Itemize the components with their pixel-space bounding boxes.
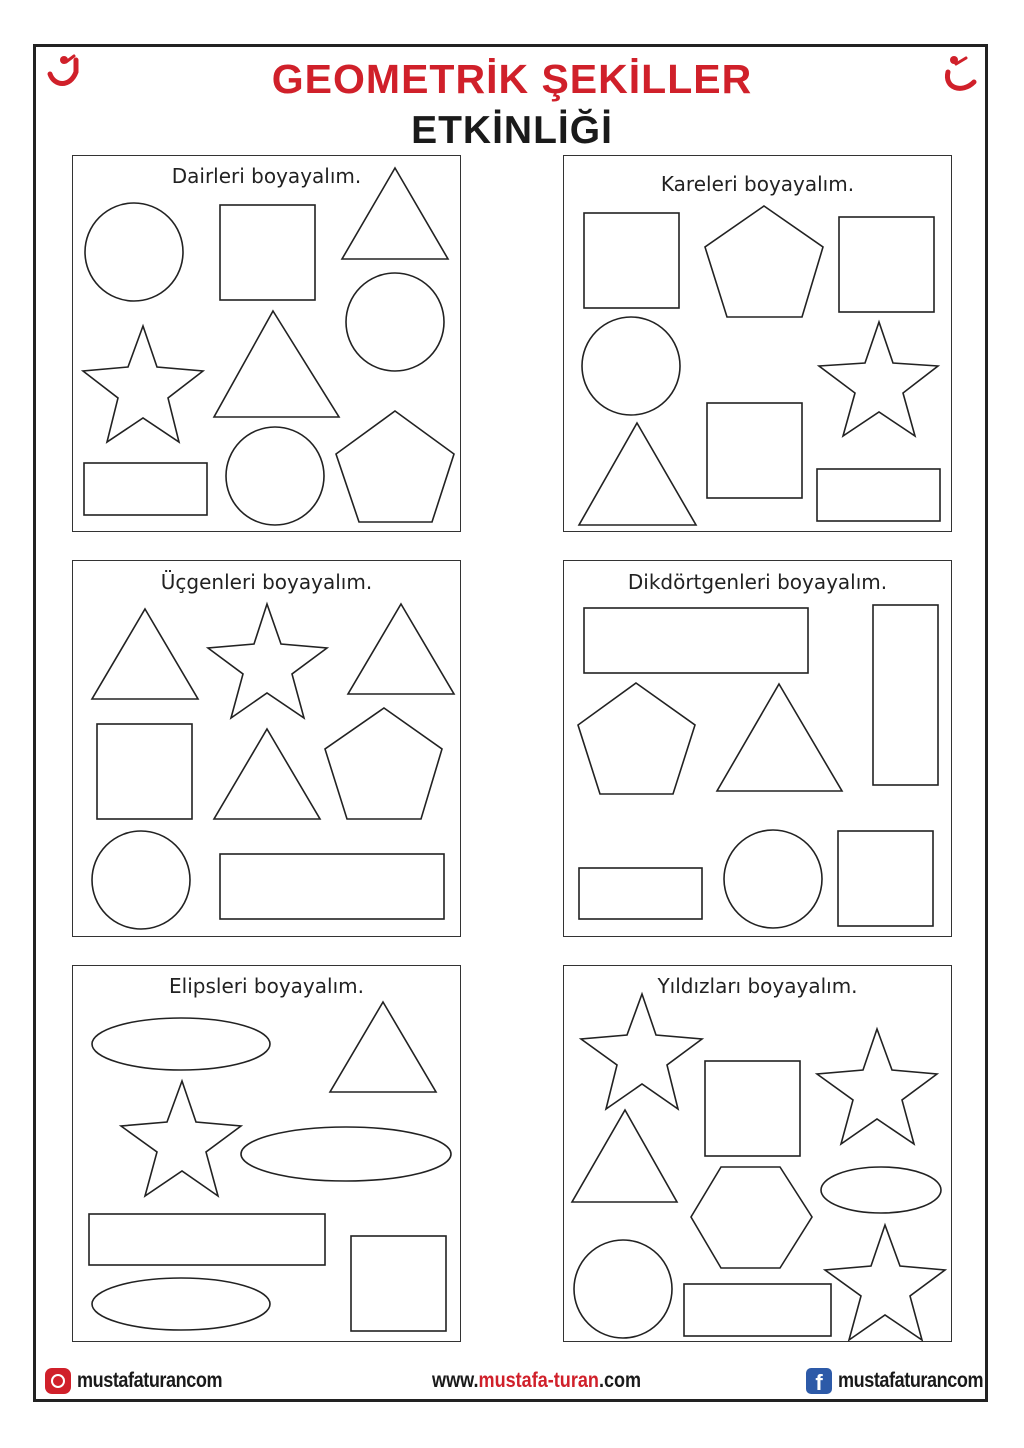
square-shape[interactable] xyxy=(839,217,934,312)
ellipse-shape[interactable] xyxy=(92,1018,270,1070)
rectangle-shape[interactable] xyxy=(84,463,207,515)
pentagon-shape[interactable] xyxy=(578,683,695,794)
panel-circles xyxy=(72,155,461,532)
page-title: GEOMETRİK ŞEKİLLER xyxy=(271,56,753,102)
circle-shape[interactable] xyxy=(346,273,444,371)
triangle-shape[interactable] xyxy=(330,1002,436,1092)
shapes-canvas xyxy=(73,156,462,533)
square-shape[interactable] xyxy=(705,1061,800,1156)
star-shape[interactable] xyxy=(817,1029,937,1144)
website-prefix: www. xyxy=(432,1369,479,1392)
triangle-shape[interactable] xyxy=(579,423,696,525)
panel-instruction: Dairleri boyayalım. xyxy=(171,164,362,188)
ellipse-shape[interactable] xyxy=(241,1127,451,1181)
panel-rectangles xyxy=(563,560,952,937)
facebook-icon: f xyxy=(806,1368,832,1394)
circle-shape[interactable] xyxy=(85,203,183,301)
triangle-shape[interactable] xyxy=(717,684,842,791)
hexagon-shape[interactable] xyxy=(691,1167,812,1268)
triangle-shape[interactable] xyxy=(348,604,454,694)
instagram-handle: mustafaturancom xyxy=(77,1369,223,1392)
footer-instagram[interactable] xyxy=(45,1366,246,1396)
panel-instruction: Üçgenleri boyayalım. xyxy=(160,570,373,594)
circle-shape[interactable] xyxy=(226,427,324,525)
rectangle-shape[interactable] xyxy=(817,469,940,521)
star-shape[interactable] xyxy=(83,326,203,442)
rectangle-shape[interactable] xyxy=(584,608,808,673)
rectangle-shape[interactable] xyxy=(873,605,938,785)
page-subtitle: ETKİNLİĞİ xyxy=(411,109,613,152)
star-shape[interactable] xyxy=(121,1081,241,1196)
panel-instruction: Dikdörtgenleri boyayalım. xyxy=(627,570,888,594)
circle-shape[interactable] xyxy=(582,317,680,415)
square-shape[interactable] xyxy=(838,831,933,926)
star-shape[interactable] xyxy=(819,322,938,436)
instagram-icon xyxy=(45,1368,71,1394)
square-shape[interactable] xyxy=(707,403,802,498)
pentagon-shape[interactable] xyxy=(336,411,454,522)
circle-shape[interactable] xyxy=(92,831,190,929)
star-shape[interactable] xyxy=(208,604,327,718)
shapes-canvas xyxy=(564,561,953,938)
footer-website[interactable] xyxy=(415,1366,645,1396)
pentagon-shape[interactable] xyxy=(705,206,823,317)
square-shape[interactable] xyxy=(220,205,315,300)
square-shape[interactable] xyxy=(97,724,192,819)
rectangle-shape[interactable] xyxy=(89,1214,325,1265)
triangle-shape[interactable] xyxy=(214,311,339,417)
square-shape[interactable] xyxy=(584,213,679,308)
panel-instruction: Yıldızları boyayalım. xyxy=(657,974,858,998)
footer-facebook[interactable] xyxy=(806,1366,1007,1396)
panel-triangles xyxy=(72,560,461,937)
square-shape[interactable] xyxy=(351,1236,446,1331)
website-suffix: .com xyxy=(598,1369,642,1392)
ellipse-shape[interactable] xyxy=(821,1167,941,1213)
triangle-shape[interactable] xyxy=(342,168,448,259)
pentagon-shape[interactable] xyxy=(325,708,442,819)
panel-ellipses xyxy=(72,965,461,1342)
panel-squares xyxy=(563,155,952,532)
triangle-shape[interactable] xyxy=(572,1110,677,1202)
triangle-shape[interactable] xyxy=(214,729,320,819)
shapes-canvas xyxy=(73,561,462,938)
panel-instruction: Elipsleri boyayalım. xyxy=(169,974,364,998)
shapes-canvas xyxy=(564,156,953,533)
panel-stars xyxy=(563,965,952,1342)
circle-shape[interactable] xyxy=(574,1240,672,1338)
triangle-shape[interactable] xyxy=(92,609,198,699)
website-link[interactable] xyxy=(432,1369,641,1393)
website-domain: mustafa-turan xyxy=(478,1369,599,1392)
star-shape[interactable] xyxy=(581,994,702,1109)
ellipse-shape[interactable] xyxy=(92,1278,270,1330)
shapes-canvas xyxy=(73,966,462,1343)
rectangle-shape[interactable] xyxy=(579,868,702,919)
circle-shape[interactable] xyxy=(724,830,822,928)
rectangle-shape[interactable] xyxy=(684,1284,831,1336)
star-shape[interactable] xyxy=(825,1225,945,1340)
shapes-canvas xyxy=(564,966,953,1343)
rectangle-shape[interactable] xyxy=(220,854,444,919)
panel-instruction: Kareleri boyayalım. xyxy=(660,172,855,196)
facebook-handle: mustafaturancom xyxy=(838,1369,984,1392)
